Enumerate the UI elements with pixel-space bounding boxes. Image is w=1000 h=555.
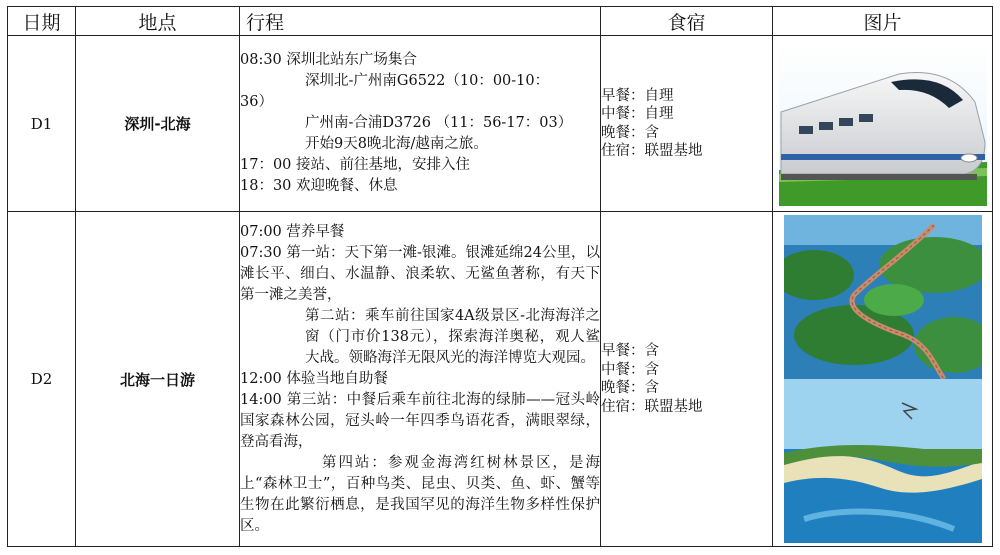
schedule-line: 深圳北-广州南G6522（10：00-10： [305, 73, 550, 89]
meal-line: 住宿：联盟基地 [601, 398, 703, 415]
schedule-line [240, 453, 600, 537]
mangrove-boardwalk-photo [784, 215, 982, 379]
schedule-text: 第四站：参观金海湾红树林景区，是海上“森林卫士”，百种鸟类、昆虫、贝类、鱼、虾、蟹等生物在此繁衍栖息，是我国罕见的海洋生物多样性保护区。 [240, 454, 600, 534]
header-meals: 食宿 [601, 7, 773, 36]
table-row [8, 212, 993, 547]
schedule-line [240, 306, 600, 369]
meal-line: 早餐：含 [601, 343, 659, 359]
schedule-line: 14:00 第三站：中餐后乘车前往北海的绿肺——冠头岭国家森林公园，冠头岭一年四季鸟语花香，满眼翠绿，登高看海， [240, 391, 600, 450]
meal-line: 晚餐：含 [601, 380, 659, 396]
place-cell: 深圳-北海 [76, 36, 240, 212]
itinerary-table [7, 6, 993, 547]
schedule-line: 广州南-合浦D3726 （11：56-17：03） [305, 115, 573, 131]
train-photo [779, 42, 987, 206]
picture-cell [773, 212, 993, 547]
schedule-text: 第二站：乘车前往国家4A级景区-北海海洋之窗（门市价138元），探索海洋奥秘，观人鲨大战。领略海洋无限风光的海洋博览大观园。 [305, 307, 600, 366]
schedule-line: 17：00 接站、前往基地，安排入住 [240, 157, 471, 173]
schedule-cell [240, 36, 601, 212]
schedule-line: 07:00 营养早餐 [240, 223, 345, 240]
header-place: 地点 [76, 7, 240, 36]
schedule-cell [240, 212, 601, 547]
header-row [8, 7, 993, 36]
schedule-line: 08:30 深圳北站东广场集合 [240, 52, 417, 68]
meal-line: 早餐：自理 [601, 87, 674, 104]
meal-line: 晚餐：含 [601, 124, 659, 141]
picture-cell [773, 36, 993, 212]
meals-cell [601, 212, 773, 547]
day-cell: D1 [8, 36, 76, 212]
schedule-line: 开始9天8晚北海/越南之旅。 [305, 136, 488, 152]
place-cell: 北海一日游 [76, 212, 240, 547]
meal-line: 中餐：自理 [601, 106, 674, 122]
schedule-line: 12:00 体验当地自助餐 [240, 370, 388, 387]
meals-cell [601, 36, 773, 212]
schedule-line: 18：30 欢迎晚餐、休息 [240, 178, 398, 194]
table-row [8, 36, 993, 212]
header-day: 日期 [8, 7, 76, 36]
schedule-line: 07:30 第一站：天下第一滩-银滩。银滩延绵24公里，以滩长平、细白、水温静、浪柔软、无鲨鱼著称，有天下第一滩之美誉， [240, 244, 600, 303]
schedule-line: 36） [240, 94, 273, 110]
meal-line: 住宿：联盟基地 [601, 143, 703, 159]
meal-line: 中餐：含 [601, 361, 659, 378]
header-pictures: 图片 [773, 7, 993, 36]
header-itinerary: 行程 [240, 7, 601, 36]
day-cell: D2 [8, 212, 76, 547]
coastline-aerial-photo [784, 379, 982, 543]
